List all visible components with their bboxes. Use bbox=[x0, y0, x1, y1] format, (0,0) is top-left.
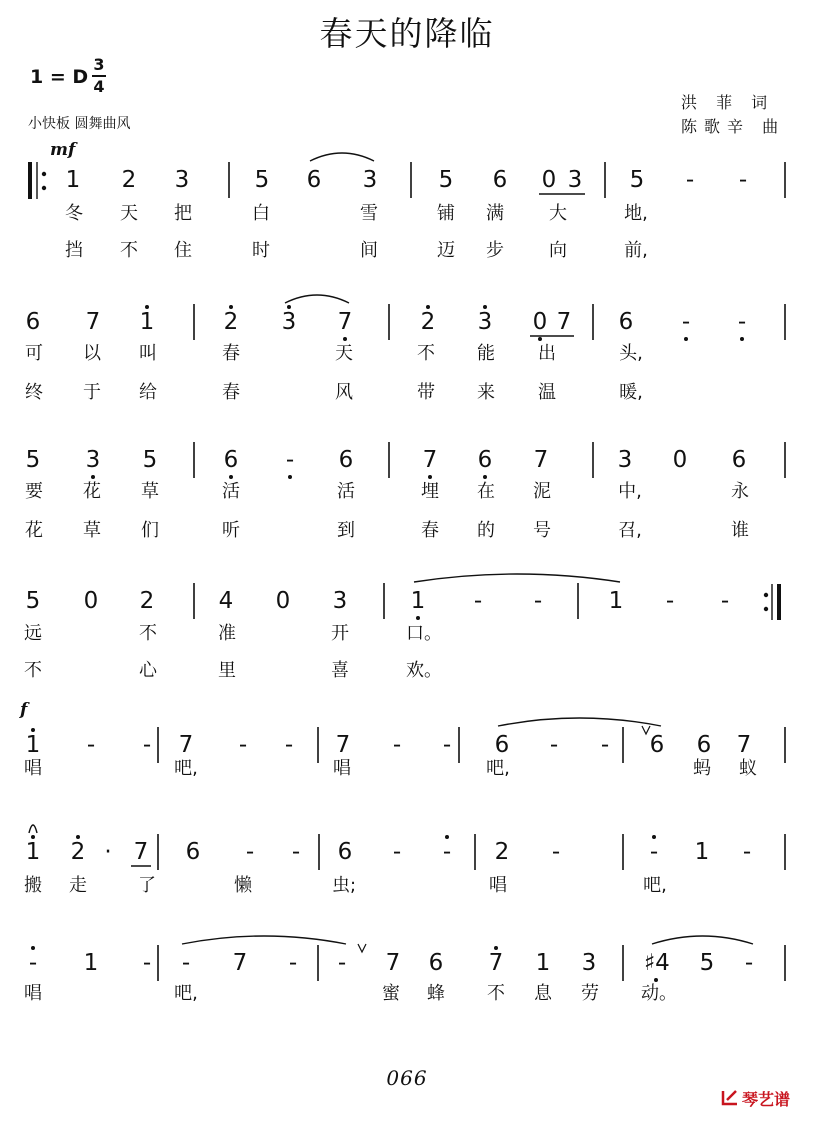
lyric: 了 bbox=[138, 875, 156, 896]
lyric: 的 bbox=[477, 520, 495, 541]
note: - bbox=[392, 839, 402, 865]
lyric: 白 bbox=[252, 203, 270, 224]
lyric: 雪 bbox=[360, 203, 378, 224]
lyric: 春 bbox=[421, 520, 439, 541]
note: 7 bbox=[736, 732, 752, 758]
note: 7 bbox=[133, 839, 149, 865]
note: 3 bbox=[617, 447, 633, 473]
note: 4 bbox=[218, 588, 234, 614]
octave-dot-low bbox=[416, 616, 420, 620]
note: - bbox=[238, 732, 248, 758]
note: 6 bbox=[306, 167, 322, 193]
note: 6 bbox=[338, 447, 354, 473]
note: 3 bbox=[581, 950, 597, 976]
repeat-dot bbox=[764, 607, 768, 611]
lyric: 活 bbox=[222, 481, 240, 502]
note: - bbox=[86, 732, 96, 758]
note: 1 bbox=[608, 588, 624, 614]
lyric: 喜 bbox=[331, 660, 349, 681]
note: - bbox=[533, 588, 543, 614]
lyric: 准 bbox=[218, 623, 236, 644]
lyric: 心 bbox=[139, 660, 157, 681]
lyric: 风 bbox=[335, 382, 353, 403]
note: - bbox=[245, 839, 255, 865]
lyric: 花 bbox=[25, 520, 43, 541]
lyric: 搬 bbox=[24, 875, 42, 896]
note: - bbox=[685, 167, 695, 193]
note: 3 bbox=[174, 167, 190, 193]
note: 3 bbox=[567, 167, 583, 193]
note: 2 bbox=[70, 839, 86, 865]
repeat-dot bbox=[764, 593, 768, 597]
note: - bbox=[744, 950, 754, 976]
octave-dot-low bbox=[740, 337, 744, 341]
lyric: 不 bbox=[120, 240, 138, 261]
note: 6 bbox=[618, 309, 634, 335]
lyric: 远 bbox=[24, 623, 42, 644]
note: - bbox=[142, 732, 152, 758]
lyric: 满 bbox=[486, 203, 504, 224]
note: - bbox=[392, 732, 402, 758]
lyric: 草 bbox=[83, 520, 101, 541]
note: 7 bbox=[335, 732, 351, 758]
note: 2 bbox=[494, 839, 510, 865]
octave-dot-low bbox=[428, 475, 432, 479]
slur bbox=[182, 936, 346, 944]
note: 0 bbox=[275, 588, 291, 614]
dynamic-f: f bbox=[20, 700, 28, 720]
lyric: 出 bbox=[538, 343, 556, 364]
lyric: 泥 bbox=[533, 481, 551, 502]
time-signature-bottom: 4 bbox=[93, 77, 105, 96]
note: 1 bbox=[694, 839, 710, 865]
lyric: 能 bbox=[477, 343, 495, 364]
note: 1 bbox=[25, 839, 41, 865]
lyric: 天 bbox=[335, 343, 353, 364]
note: 3 bbox=[332, 588, 348, 614]
slur bbox=[285, 295, 349, 303]
lyric: 向 bbox=[549, 240, 567, 261]
note: 0 bbox=[83, 588, 99, 614]
note: - bbox=[288, 950, 298, 976]
note: 6 bbox=[731, 447, 747, 473]
slur bbox=[498, 718, 661, 726]
note: - bbox=[181, 950, 191, 976]
note: 2 bbox=[121, 167, 137, 193]
note: 2 bbox=[223, 309, 239, 335]
note: 6 bbox=[494, 732, 510, 758]
lyric: 蚂 bbox=[693, 758, 711, 779]
lyric: 劳 bbox=[581, 983, 599, 1004]
lyric: 蜂 bbox=[427, 983, 445, 1004]
note: 5 bbox=[25, 588, 41, 614]
logo-icon bbox=[720, 1087, 740, 1107]
song-title: 春天的降临 bbox=[319, 14, 495, 53]
lyric: 不 bbox=[24, 660, 42, 681]
note: 1 bbox=[65, 167, 81, 193]
octave-dot-low bbox=[288, 475, 292, 479]
note: 7 bbox=[385, 950, 401, 976]
lyric: 可 bbox=[25, 343, 43, 364]
note: 1 bbox=[410, 588, 426, 614]
note: 6 bbox=[337, 839, 353, 865]
lyric: 来 bbox=[477, 382, 495, 403]
lyric: 号 bbox=[533, 520, 551, 541]
note: 3 bbox=[362, 167, 378, 193]
slur bbox=[652, 936, 753, 944]
lyric: 口。 bbox=[406, 623, 442, 644]
lyric: 吧, bbox=[486, 758, 510, 779]
note: 0 bbox=[541, 167, 557, 193]
lyric: 里 bbox=[218, 660, 236, 681]
note: 5 bbox=[25, 447, 41, 473]
note: - bbox=[284, 732, 294, 758]
lyric: 要 bbox=[25, 481, 43, 502]
lyric: 前, bbox=[624, 240, 648, 261]
note: - bbox=[681, 309, 691, 335]
note: 6 bbox=[492, 167, 508, 193]
lyric: 暖, bbox=[619, 382, 643, 403]
note: 6 bbox=[25, 309, 41, 335]
lyric: 头, bbox=[619, 343, 643, 364]
note: 2 bbox=[420, 309, 436, 335]
lyric: 永 bbox=[731, 481, 749, 502]
note: 7 bbox=[422, 447, 438, 473]
lyric: 地, bbox=[624, 203, 648, 224]
note: - bbox=[337, 950, 347, 976]
lyric: 虫; bbox=[331, 875, 357, 896]
lyric: 终 bbox=[25, 382, 43, 403]
site-logo bbox=[720, 1085, 810, 1113]
note: 7 bbox=[337, 309, 353, 335]
lyric: 把 bbox=[174, 203, 192, 224]
note: - bbox=[551, 839, 561, 865]
lyric: 迈 bbox=[437, 240, 455, 261]
lyric: 吧, bbox=[174, 758, 198, 779]
note: 5 bbox=[254, 167, 270, 193]
lyric: 欢。 bbox=[406, 660, 442, 681]
note: 3 bbox=[281, 309, 297, 335]
lyric: 蚁 bbox=[739, 758, 757, 779]
lyric: 吧, bbox=[643, 875, 667, 896]
note: · bbox=[104, 839, 112, 865]
note: 7 bbox=[178, 732, 194, 758]
lyric: 天 bbox=[120, 203, 138, 224]
octave-dot-low bbox=[538, 337, 542, 341]
lyric: 谁 bbox=[731, 520, 749, 541]
note: - bbox=[291, 839, 301, 865]
note: 1 bbox=[25, 732, 41, 758]
lyricist-credit: 洪 菲 词 bbox=[681, 93, 775, 112]
lyric: 不 bbox=[139, 623, 157, 644]
note: 5 bbox=[699, 950, 715, 976]
slur bbox=[29, 825, 37, 833]
slur bbox=[310, 153, 374, 161]
lyric: 铺 bbox=[437, 203, 455, 224]
octave-dot-low bbox=[654, 978, 658, 982]
lyric: 开 bbox=[331, 623, 349, 644]
lyric: 间 bbox=[360, 240, 378, 261]
lyric: 以 bbox=[83, 343, 101, 364]
lyric: 于 bbox=[83, 382, 101, 403]
note: - bbox=[473, 588, 483, 614]
note: 1 bbox=[535, 950, 551, 976]
note: 6 bbox=[477, 447, 493, 473]
note: - bbox=[720, 588, 730, 614]
note: 3 bbox=[477, 309, 493, 335]
logo-text: 琴艺谱 bbox=[742, 1090, 791, 1109]
note: 1 bbox=[83, 950, 99, 976]
lyric: 叫 bbox=[139, 343, 157, 364]
note: - bbox=[549, 732, 559, 758]
page-number: 066 bbox=[386, 1066, 428, 1090]
composer-credit: 陈歌辛 曲 bbox=[681, 117, 786, 136]
lyric: 听 bbox=[222, 520, 240, 541]
octave-dot-low bbox=[343, 337, 347, 341]
note: 0 bbox=[672, 447, 688, 473]
note: 0 bbox=[532, 309, 548, 335]
lyric: 不 bbox=[417, 343, 435, 364]
note: 5 bbox=[438, 167, 454, 193]
lyric: 住 bbox=[174, 240, 192, 261]
note: - bbox=[738, 167, 748, 193]
lyric: 挡 bbox=[65, 240, 83, 261]
lyric: 在 bbox=[477, 481, 495, 502]
octave-dot-low bbox=[229, 475, 233, 479]
lyric: 蜜 bbox=[382, 983, 400, 1004]
lyric: 冬 bbox=[65, 203, 83, 224]
note: 7 bbox=[533, 447, 549, 473]
note: 2 bbox=[139, 588, 155, 614]
breath-mark bbox=[642, 726, 650, 734]
slur bbox=[414, 574, 620, 582]
lyric: 们 bbox=[141, 520, 159, 541]
note: - bbox=[649, 839, 659, 865]
lyric: 吧, bbox=[174, 983, 198, 1004]
note: 6 bbox=[696, 732, 712, 758]
lyric: 召, bbox=[618, 520, 642, 541]
lyric: 唱 bbox=[489, 875, 507, 896]
lyric: 草 bbox=[141, 481, 159, 502]
tempo-marking: 小快板 圆舞曲风 bbox=[28, 116, 131, 132]
lyric: 时 bbox=[252, 240, 270, 261]
note: 7 bbox=[232, 950, 248, 976]
octave-dot-low bbox=[483, 475, 487, 479]
note: 6 bbox=[428, 950, 444, 976]
lyric: 到 bbox=[337, 520, 355, 541]
repeat-dot bbox=[42, 172, 46, 176]
lyric: 花 bbox=[83, 481, 101, 502]
note: - bbox=[742, 839, 752, 865]
lyric: 唱 bbox=[24, 758, 42, 779]
lyric: 唱 bbox=[24, 983, 42, 1004]
note: - bbox=[285, 447, 295, 473]
lyric: 活 bbox=[337, 481, 355, 502]
key-signature: 1 = D bbox=[30, 66, 89, 88]
note: 6 bbox=[223, 447, 239, 473]
lyric: 大 bbox=[549, 203, 567, 224]
note: - bbox=[737, 309, 747, 335]
lyric: 温 bbox=[538, 382, 556, 403]
octave-dot-low bbox=[684, 337, 688, 341]
lyric: 带 bbox=[417, 382, 435, 403]
note: - bbox=[142, 950, 152, 976]
lyric: 唱 bbox=[333, 758, 351, 779]
lyric: 动。 bbox=[641, 983, 677, 1004]
lyric: 息 bbox=[534, 983, 552, 1004]
note: ♯4 bbox=[644, 950, 670, 976]
dynamic-mf: mf bbox=[50, 140, 76, 160]
note: - bbox=[28, 950, 38, 976]
lyric: 懒 bbox=[234, 875, 252, 896]
note: 1 bbox=[139, 309, 155, 335]
lyric: 步 bbox=[486, 240, 504, 261]
lyric: 走 bbox=[69, 875, 87, 896]
note: 3 bbox=[85, 447, 101, 473]
lyric: 给 bbox=[139, 382, 157, 403]
octave-dot-low bbox=[91, 475, 95, 479]
note: - bbox=[665, 588, 675, 614]
note: 6 bbox=[185, 839, 201, 865]
repeat-dot bbox=[42, 186, 46, 190]
note: 7 bbox=[556, 309, 572, 335]
note: - bbox=[600, 732, 610, 758]
note: 5 bbox=[142, 447, 158, 473]
lyric: 埋 bbox=[421, 481, 439, 502]
breath-mark bbox=[358, 944, 366, 952]
note: 7 bbox=[488, 950, 504, 976]
lyric: 春 bbox=[222, 382, 240, 403]
note: 7 bbox=[85, 309, 101, 335]
lyric: 春 bbox=[222, 343, 240, 364]
note: 5 bbox=[629, 167, 645, 193]
note: - bbox=[442, 732, 452, 758]
time-signature-top: 3 bbox=[93, 55, 105, 74]
note: 6 bbox=[649, 732, 665, 758]
lyric: 中, bbox=[618, 481, 642, 502]
lyric: 不 bbox=[487, 983, 505, 1004]
note: - bbox=[442, 839, 452, 865]
